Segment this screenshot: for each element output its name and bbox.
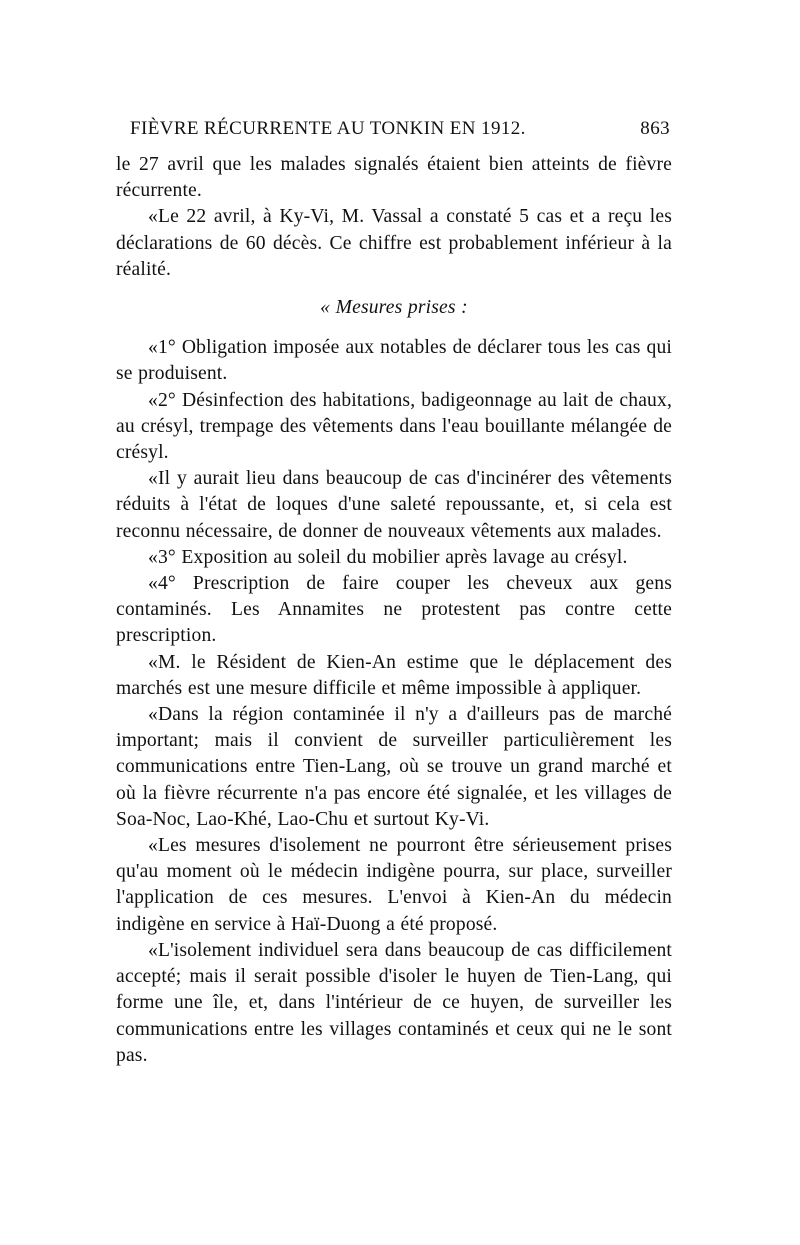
body-text [116, 152, 672, 1069]
paragraph: «L'isolement individuel sera dans beaucoup de cas difficilement accepté; mais il serait possible d'isoler le huyen de Tien-Lang, qui forme une île, et, dans l'intérieur de ce huyen, de surveiller les communications entre les villages contaminés et ceux qui ne le sont pas. [116, 939, 672, 1066]
running-header [116, 118, 672, 152]
running-title: FIÈVRE RÉCURRENTE AU TONKIN EN 1912. [130, 118, 526, 139]
paragraph: «M. le Résident de Kien-An estime que le déplacement des marchés est une mesure difficile et même impossible à appliquer. [116, 651, 672, 699]
page-number: 863 [640, 118, 670, 139]
paragraph: «Il y aurait lieu dans beaucoup de cas d'incinérer des vêtements réduits à l'état de loques d'une saleté repoussante, et, si cela est reconnu nécessaire, de donner de nouveaux vêtements aux malades. [116, 468, 672, 542]
paragraph: «Le 22 avril, à Ky-Vi, M. Vassal a constaté 5 cas et a reçu les déclarations de 60 décès. Ce chiffre est probablement inférieur à la réalité. [116, 206, 672, 280]
paragraph: «4° Prescription de faire couper les cheveux aux gens contaminés. Les Annamites ne protestent pas contre cette prescription. [116, 573, 672, 647]
paragraph: «1° Obligation imposée aux notables de déclarer tous les cas qui se produisent. [116, 337, 672, 385]
section-subheading: « Mesures prises : [320, 297, 468, 319]
paragraph: «3° Exposition au soleil du mobilier après lavage au crésyl. [148, 546, 628, 568]
paragraph: «2° Désinfection des habitations, badigeonnage au lait de chaux, au crésyl, trempage des vêtements dans l'eau bouillante mélangée de crésyl. [116, 389, 672, 464]
document-page [116, 118, 672, 1069]
paragraph-continuation: le 27 avril que les malades signalés étaient bien atteints de fièvre récurrente. [116, 154, 672, 202]
paragraph: «Les mesures d'isolement ne pourront être sérieusement prises qu'au moment où le médecin indigène pourra, sur place, surveiller l'application de ces mesures. L'envoi à Kien-An du médecin indigène en service à Haï-Duong a été proposé. [116, 835, 672, 935]
paragraph: «Dans la région contaminée il n'y a d'ailleurs pas de marché important; mais il convient de surveiller particulièrement les communications entre Tien-Lang, où se trouve un grand marché et où la fièvre récurrente n'a pas encore été signalée, et les villages de Soa-Noc, Lao-Khé, Lao-Chu et surtout Ky-Vi. [116, 704, 672, 830]
